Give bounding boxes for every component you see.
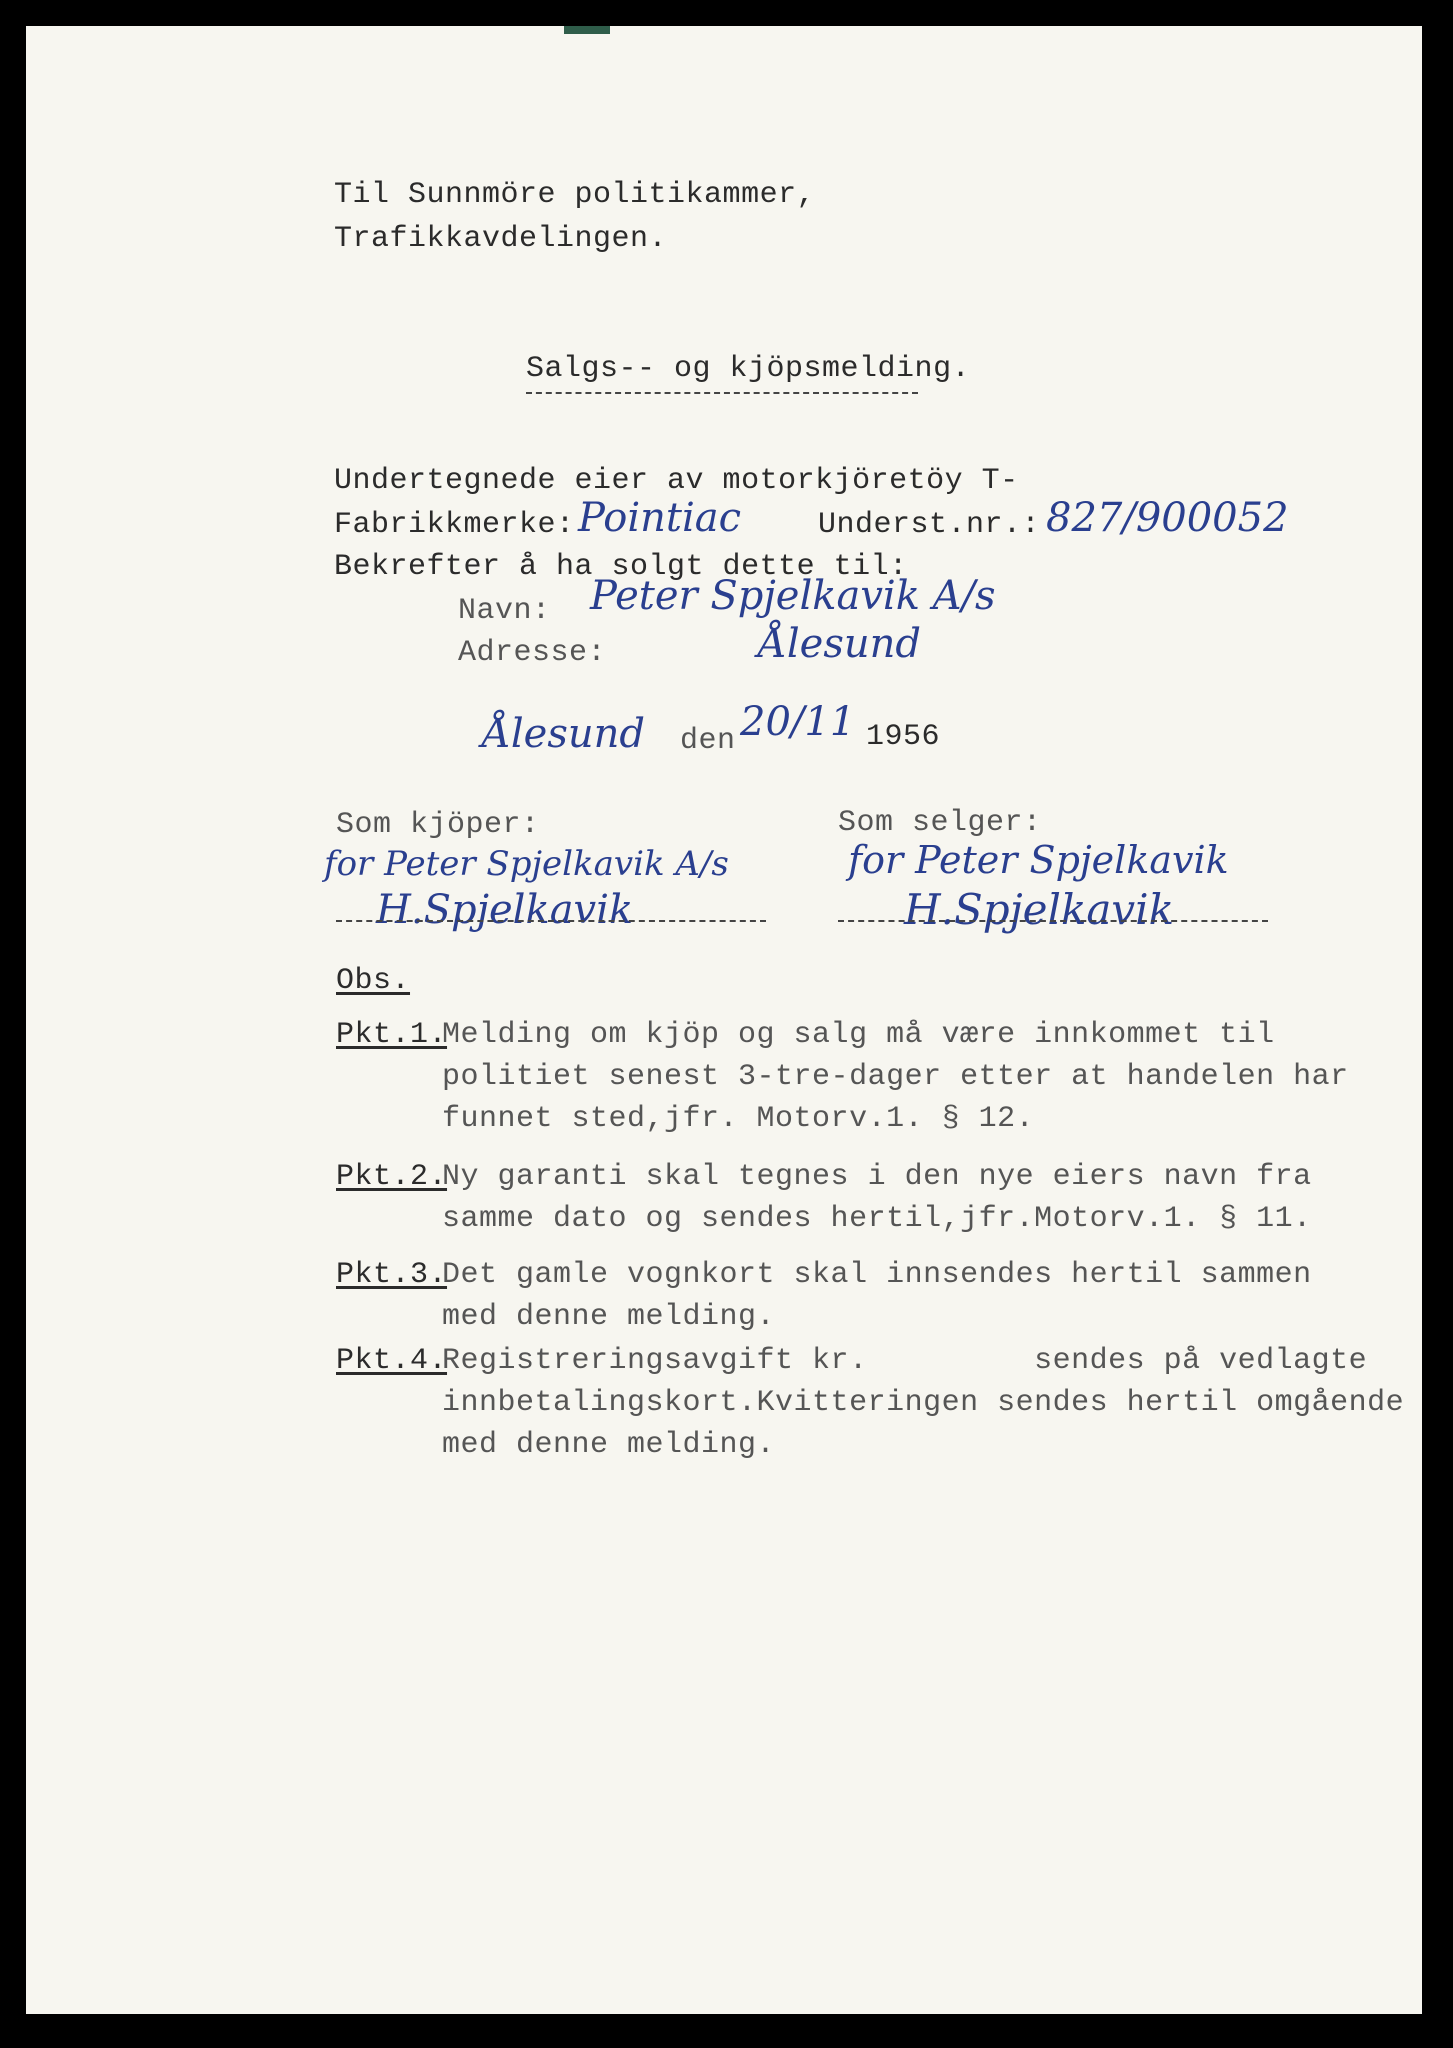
- point-text-line: samme dato og sendes hertil,jfr.Motorv.1. § 11.: [442, 1202, 1312, 1236]
- paper-tab-mark: [564, 26, 610, 34]
- point-text-line: Registreringsavgift kr. sendes på vedlagte: [442, 1344, 1368, 1378]
- point-text-line: med denne melding.: [442, 1300, 776, 1334]
- owner-line: Undertegnede eier av motorkjöretöy T-: [334, 464, 1019, 498]
- address-value: Ålesund: [758, 621, 922, 667]
- point-text-line: politiet senest 3-tre-dager etter at handelen har: [442, 1060, 1349, 1094]
- point-text-line: Melding om kjöp og salg må være innkommet til: [442, 1018, 1275, 1052]
- point-text-line: innbetalingskort.Kvitteringen sendes hertil omgående: [442, 1386, 1405, 1420]
- seller-label: Som selger:: [838, 806, 1042, 840]
- date-value: 20/11: [740, 699, 856, 745]
- document-title: Salgs-- og kjöpsmelding.: [526, 352, 971, 386]
- buyer-signature-line-2: H.Spjelkavik: [376, 887, 634, 933]
- seller-signature-line-2: H.Spjelkavik: [904, 885, 1175, 934]
- point-text-line: Ny garanti skal tegnes i den nye eiers navn fra: [442, 1160, 1312, 1194]
- point-text-line: med denne melding.: [442, 1428, 776, 1462]
- buyer-label: Som kjöper:: [336, 808, 540, 842]
- year: 1956: [866, 720, 941, 754]
- addressee-line-2: Trafikkavdelingen.: [334, 222, 668, 256]
- title-underline: [526, 392, 918, 394]
- obs-label: Obs.: [336, 964, 411, 998]
- sold-line: Bekrefter å ha solgt dette til:: [334, 550, 908, 584]
- den-label: den: [680, 724, 736, 758]
- seller-signature-line-1: for Peter Spjelkavik: [848, 838, 1229, 882]
- brand-label: Fabrikkmerke:: [334, 508, 575, 542]
- chassis-value: 827/900052: [1046, 495, 1289, 541]
- point-label: Pkt.4.: [336, 1344, 448, 1378]
- buyer-signature-line: [336, 920, 766, 922]
- place-value: Ålesund: [482, 711, 646, 757]
- buyer-signature-line-1: for Peter Spjelkavik A/s: [324, 844, 729, 884]
- addressee-line-1: Til Sunnmöre politikammer,: [334, 178, 816, 212]
- address-label: Adresse:: [458, 636, 607, 670]
- brand-value: Pointiac: [578, 495, 742, 541]
- name-label: Navn:: [458, 594, 551, 628]
- seller-signature-line: [838, 920, 1268, 922]
- point-label: Pkt.2.: [336, 1160, 448, 1194]
- buyer-name-value: Peter Spjelkavik A/s: [590, 573, 996, 619]
- point-text-line: Det gamle vognkort skal innsendes hertil sammen: [442, 1258, 1312, 1292]
- chassis-label: Underst.nr.:: [818, 508, 1041, 542]
- point-label: Pkt.1.: [336, 1018, 448, 1052]
- point-label: Pkt.3.: [336, 1258, 448, 1292]
- point-text-line: funnet sted,jfr. Motorv.1. § 12.: [442, 1102, 1035, 1136]
